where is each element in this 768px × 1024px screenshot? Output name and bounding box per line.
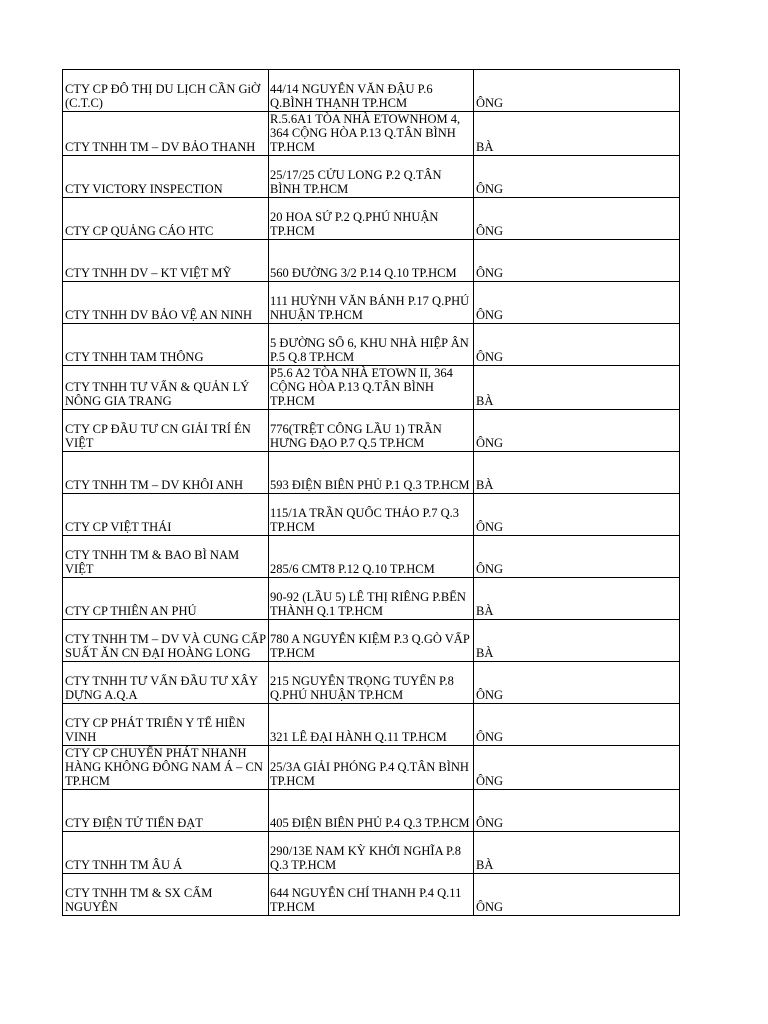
company-name: CTY CP ĐẦU TƯ CN GIẢI TRÍ ÉN VIỆT xyxy=(65,422,251,450)
title-cell xyxy=(474,112,680,156)
company-cell xyxy=(63,874,269,916)
address-text: 290/13E NAM KỲ KHỞI NGHĨA P.8 Q.3 TP.HCM xyxy=(270,844,461,872)
table-row xyxy=(63,240,680,282)
title-cell xyxy=(474,536,680,578)
company-name: CTY TNHH TƯ VẤN ĐẦU TƯ XÂY DỰNG A.Q.A xyxy=(65,674,258,702)
title-text: ÔNG xyxy=(476,224,504,238)
title-text: ÔNG xyxy=(476,96,504,110)
title-cell xyxy=(474,410,680,452)
address-cell xyxy=(269,410,474,452)
company-name: CTY TNHH DV – KT VIỆT MỸ xyxy=(65,266,232,280)
title-text: ÔNG xyxy=(476,520,504,534)
table-row xyxy=(63,746,680,790)
address-text: 405 ĐIỆN BIÊN PHỦ P.4 Q.3 TP.HCM xyxy=(270,816,470,830)
table-row xyxy=(63,324,680,366)
address-text: 780 A NGUYỄN KIỆM P.3 Q.GÒ VẤP TP.HCM xyxy=(270,632,470,660)
address-text: 776(TRỆT CÔNG LẦU 1) TRẦN HƯNG ĐẠO P.7 Q.5 TP.HCM xyxy=(270,422,442,450)
address-cell xyxy=(269,746,474,790)
table-row xyxy=(63,832,680,874)
title-text: ÔNG xyxy=(476,182,504,196)
table-row xyxy=(63,452,680,494)
title-cell xyxy=(474,662,680,704)
company-name: CTY CP ĐÔ THỊ DU LỊCH CẦN GiỜ (C.T.C) xyxy=(65,82,261,110)
address-cell xyxy=(269,536,474,578)
address-cell xyxy=(269,832,474,874)
title-cell xyxy=(474,198,680,240)
company-name: CTY TNHH TM – DV BẢO THANH xyxy=(65,140,256,154)
address-text: 25/3A GIẢI PHÓNG P.4 Q.TÂN BÌNH TP.HCM xyxy=(270,760,469,788)
title-cell xyxy=(474,874,680,916)
table-row xyxy=(63,578,680,620)
address-text: 560 ĐƯỜNG 3/2 P.14 Q.10 TP.HCM xyxy=(270,266,457,280)
address-text: 285/6 CMT8 P.12 Q.10 TP.HCM xyxy=(270,562,435,576)
title-text: BÀ xyxy=(476,394,494,408)
title-cell xyxy=(474,620,680,662)
company-cell xyxy=(63,536,269,578)
address-text: 215 NGUYỄN TRỌNG TUYỂN P.8 Q.PHÚ NHUẬN TP.HCM xyxy=(270,674,454,702)
address-cell xyxy=(269,198,474,240)
address-cell xyxy=(269,704,474,746)
address-text: 644 NGUYỄN CHÍ THANH P.4 Q.11 TP.HCM xyxy=(270,886,462,914)
address-text: 25/17/25 CỬU LONG P.2 Q.TÂN BÌNH TP.HCM xyxy=(270,168,442,196)
title-cell xyxy=(474,704,680,746)
address-text: 321 LÊ ĐẠI HÀNH Q.11 TP.HCM xyxy=(270,730,447,744)
company-cell xyxy=(63,662,269,704)
address-cell xyxy=(269,494,474,536)
title-text: ÔNG xyxy=(476,730,504,744)
company-name: CTY TNHH DV BẢO VỆ AN NINH xyxy=(65,308,253,322)
table-row xyxy=(63,70,680,112)
table-row xyxy=(63,704,680,746)
address-cell xyxy=(269,156,474,198)
title-text: BÀ xyxy=(476,604,494,618)
table-row xyxy=(63,112,680,156)
title-cell xyxy=(474,452,680,494)
company-name: CTY TNHH TM – DV VÀ CUNG CẤP SUẤT ĂN CN ĐẠI HOÀNG LONG xyxy=(65,632,266,660)
company-cell xyxy=(63,704,269,746)
address-cell xyxy=(269,282,474,324)
address-cell xyxy=(269,874,474,916)
company-cell xyxy=(63,156,269,198)
company-name: CTY VICTORY INSPECTION xyxy=(65,182,223,196)
company-name: CTY TNHH TM & SX CẨM NGUYÊN xyxy=(65,886,213,914)
title-cell xyxy=(474,156,680,198)
company-cell xyxy=(63,620,269,662)
title-text: BÀ xyxy=(476,646,494,660)
table-row xyxy=(63,282,680,324)
address-cell xyxy=(269,790,474,832)
company-name: CTY TNHH TM – DV KHÔI ANH xyxy=(65,478,244,492)
address-text: 111 HUỲNH VĂN BÁNH P.17 Q.PHÚ NHUẬN TP.HCM xyxy=(270,294,470,322)
address-text: 5 ĐƯỜNG SỐ 6, KHU NHÀ HIỆP ÂN P.5 Q.8 TP.HCM xyxy=(270,336,469,364)
company-name: CTY ĐIỆN TỬ TIẾN ĐẠT xyxy=(65,816,203,830)
company-cell xyxy=(63,198,269,240)
table-row xyxy=(63,494,680,536)
company-cell xyxy=(63,832,269,874)
title-cell xyxy=(474,832,680,874)
address-cell xyxy=(269,452,474,494)
company-cell xyxy=(63,282,269,324)
company-cell xyxy=(63,112,269,156)
title-text: ÔNG xyxy=(476,436,504,450)
title-text: BÀ xyxy=(476,140,494,154)
table-row xyxy=(63,410,680,452)
company-cell xyxy=(63,324,269,366)
address-cell xyxy=(269,324,474,366)
title-text: ÔNG xyxy=(476,562,504,576)
table-row xyxy=(63,620,680,662)
title-cell xyxy=(474,790,680,832)
title-cell xyxy=(474,324,680,366)
company-cell xyxy=(63,790,269,832)
address-text: 20 HOA SỨ P.2 Q.PHÚ NHUẬN TP.HCM xyxy=(270,210,439,238)
table-row xyxy=(63,366,680,410)
title-text: ÔNG xyxy=(476,900,504,914)
address-cell xyxy=(269,620,474,662)
company-name: CTY TNHH TM ÂU Á xyxy=(65,858,183,872)
address-text: 90-92 (LẦU 5) LÊ THỊ RIÊNG P.BẾN THÀNH Q.1 TP.HCM xyxy=(270,590,466,618)
company-name: CTY CP QUẢNG CÁO HTC xyxy=(65,224,214,238)
title-cell xyxy=(474,282,680,324)
title-text: ÔNG xyxy=(476,308,504,322)
company-name: CTY CP THIÊN AN PHÚ xyxy=(65,604,197,618)
company-address-table xyxy=(62,69,680,916)
table-row xyxy=(63,198,680,240)
address-text: R.5.6A1 TÒA NHÀ ETOWNHOM 4, 364 CỘNG HÒA P.13 Q.TÂN BÌNH TP.HCM xyxy=(270,112,461,154)
address-cell xyxy=(269,578,474,620)
table-body xyxy=(63,70,680,916)
company-cell xyxy=(63,410,269,452)
title-text: ÔNG xyxy=(476,350,504,364)
title-cell xyxy=(474,578,680,620)
address-cell xyxy=(269,366,474,410)
title-cell xyxy=(474,70,680,112)
address-cell xyxy=(269,662,474,704)
title-cell xyxy=(474,494,680,536)
title-text: ÔNG xyxy=(476,266,504,280)
company-name: CTY TNHH TƯ VẤN & QUẢN LÝ NÔNG GIA TRANG xyxy=(65,380,250,408)
company-name: CTY TNHH TAM THÔNG xyxy=(65,350,204,364)
company-name: CTY CP VIỆT THÁI xyxy=(65,520,172,534)
title-cell xyxy=(474,366,680,410)
company-name: CTY CP CHUYỂN PHÁT NHANH HÀNG KHÔNG ĐÔNG NAM Á – CN TP.HCM xyxy=(65,746,263,788)
title-text: ÔNG xyxy=(476,774,504,788)
table-row xyxy=(63,790,680,832)
company-cell xyxy=(63,746,269,790)
company-cell xyxy=(63,578,269,620)
table-row xyxy=(63,536,680,578)
title-cell xyxy=(474,240,680,282)
table-row xyxy=(63,662,680,704)
company-name: CTY TNHH TM & BAO BÌ NAM VIỆT xyxy=(65,548,240,576)
company-cell xyxy=(63,452,269,494)
address-text: P5.6 A2 TÒA NHÀ ETOWN II, 364 CỘNG HÒA P.13 Q.TÂN BÌNH TP.HCM xyxy=(270,366,453,408)
company-cell xyxy=(63,70,269,112)
table-row xyxy=(63,874,680,916)
address-text: 44/14 NGUYỄN VĂN ĐẬU P.6 Q.BÌNH THẠNH TP.HCM xyxy=(270,82,433,110)
address-cell xyxy=(269,240,474,282)
company-cell xyxy=(63,240,269,282)
company-cell xyxy=(63,494,269,536)
address-text: 593 ĐIỆN BIÊN PHỦ P.1 Q.3 TP.HCM xyxy=(270,478,470,492)
address-cell xyxy=(269,112,474,156)
company-cell xyxy=(63,366,269,410)
title-cell xyxy=(474,746,680,790)
title-text: BÀ xyxy=(476,478,494,492)
table-row xyxy=(63,156,680,198)
title-text: ÔNG xyxy=(476,816,504,830)
address-cell xyxy=(269,70,474,112)
title-text: ÔNG xyxy=(476,688,504,702)
company-name: CTY CP PHÁT TRIỂN Y TẾ HIỀN VINH xyxy=(65,716,246,744)
title-text: BÀ xyxy=(476,858,494,872)
address-text: 115/1A TRẦN QUỐC THẢO P.7 Q.3 TP.HCM xyxy=(270,506,460,534)
